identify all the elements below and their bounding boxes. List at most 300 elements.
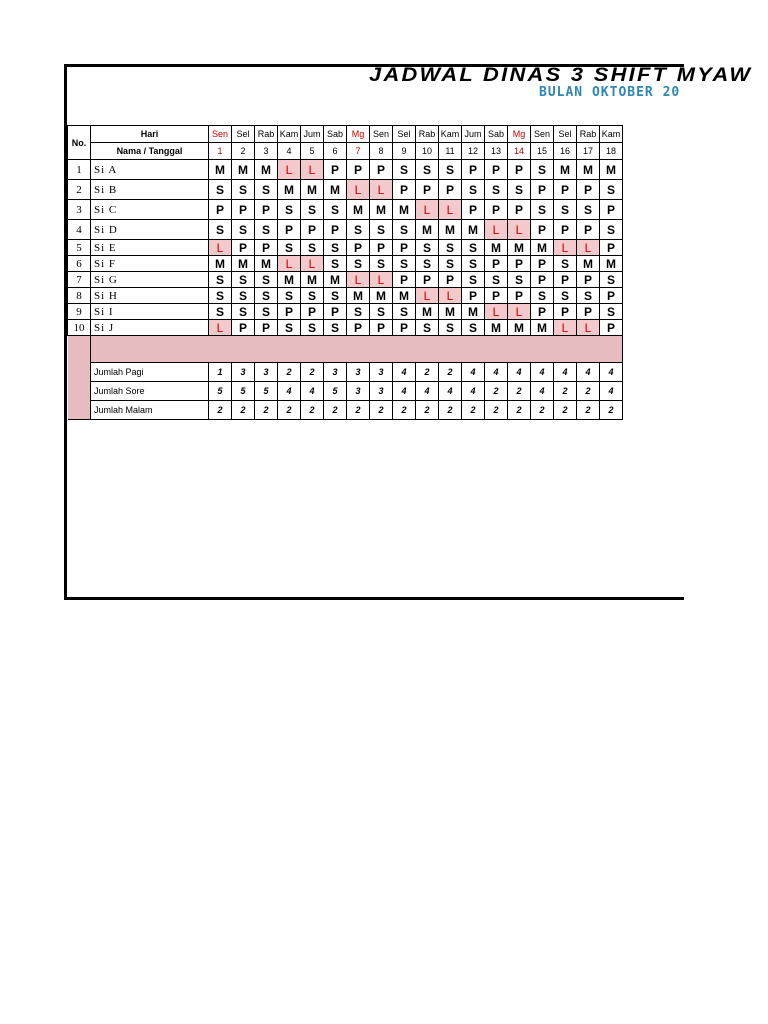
date-header-row [68, 143, 623, 160]
shift-cell: S [278, 240, 301, 256]
staff-name: Si B [91, 180, 209, 200]
shift-cell: M [462, 220, 485, 240]
shift-cell: L [370, 180, 393, 200]
shift-cell: S [255, 304, 278, 320]
shift-cell: M [439, 220, 462, 240]
shift-cell: S [439, 320, 462, 336]
shift-cell: S [531, 288, 554, 304]
shift-cell: P [485, 160, 508, 180]
day-name-cell: Sab [324, 126, 347, 143]
shift-cell: S [439, 240, 462, 256]
summary-value: 4 [485, 363, 508, 382]
shift-cell: P [508, 256, 531, 272]
summary-value: 1 [209, 363, 232, 382]
shift-cell: P [531, 220, 554, 240]
shift-cell: M [485, 240, 508, 256]
shift-cell: M [347, 200, 370, 220]
shift-cell: S [232, 272, 255, 288]
table-row [68, 304, 623, 320]
shift-cell: P [324, 160, 347, 180]
shift-cell: L [508, 304, 531, 320]
schedule-title: JADWAL DINAS 3 SHIFT MYAW [369, 65, 753, 86]
day-name-cell: Mg [347, 126, 370, 143]
shift-cell: S [600, 272, 623, 288]
shift-cell: S [209, 220, 232, 240]
shift-cell: L [485, 304, 508, 320]
date-cell: 1 [209, 143, 232, 160]
staff-name: Si D [91, 220, 209, 240]
shift-cell: S [324, 320, 347, 336]
summary-value: 2 [416, 363, 439, 382]
shift-cell: S [301, 288, 324, 304]
summary-value: 4 [531, 363, 554, 382]
shift-cell: S [508, 180, 531, 200]
shift-cell: P [439, 272, 462, 288]
summary-value: 3 [347, 363, 370, 382]
shift-cell: S [554, 256, 577, 272]
table-row [68, 240, 623, 256]
shift-cell: S [347, 256, 370, 272]
date-cell: 7 [347, 143, 370, 160]
shift-cell: L [209, 240, 232, 256]
date-cell: 2 [232, 143, 255, 160]
shift-cell: P [577, 180, 600, 200]
shift-cell: L [439, 200, 462, 220]
summary-value: 2 [439, 363, 462, 382]
day-name-cell: Mg [508, 126, 531, 143]
date-cell: 18 [600, 143, 623, 160]
day-name-cell: Sen [370, 126, 393, 143]
summary-gap-row [68, 336, 623, 363]
staff-name: Si I [91, 304, 209, 320]
shift-cell: M [209, 160, 232, 180]
shift-cell: S [439, 160, 462, 180]
shift-cell: P [416, 272, 439, 288]
summary-label: Jumlah Malam [91, 401, 209, 420]
shift-cell: S [416, 160, 439, 180]
shift-cell: P [347, 240, 370, 256]
shift-cell: P [531, 180, 554, 200]
shift-cell: P [393, 240, 416, 256]
shift-cell: S [393, 304, 416, 320]
nama-tanggal-header: Nama / Tanggal [91, 143, 209, 160]
shift-cell: M [324, 180, 347, 200]
shift-cell: P [347, 160, 370, 180]
summary-value: 4 [600, 363, 623, 382]
table-row [68, 320, 623, 336]
schedule-subtitle: BULAN OKTOBER 20 [539, 85, 681, 100]
shift-cell: M [278, 272, 301, 288]
staff-name: Si C [91, 200, 209, 220]
summary-value: 4 [393, 382, 416, 401]
shift-cell: S [324, 200, 347, 220]
shift-cell: S [232, 304, 255, 320]
table-row [68, 272, 623, 288]
table-row [68, 288, 623, 304]
shift-cell: L [577, 320, 600, 336]
shift-cell: L [301, 256, 324, 272]
summary-value: 2 [485, 401, 508, 420]
shift-cell: S [554, 288, 577, 304]
summary-value: 4 [462, 382, 485, 401]
shift-cell: L [416, 288, 439, 304]
date-cell: 13 [485, 143, 508, 160]
shift-cell: P [370, 160, 393, 180]
day-name-cell: Jum [462, 126, 485, 143]
summary-value: 2 [531, 401, 554, 420]
shift-cell: S [347, 220, 370, 240]
day-name-cell: Sen [531, 126, 554, 143]
summary-value: 3 [370, 363, 393, 382]
summary-value: 2 [508, 382, 531, 401]
shift-cell: S [600, 220, 623, 240]
summary-value: 4 [301, 382, 324, 401]
row-number: 1 [68, 160, 91, 180]
summary-value: 3 [232, 363, 255, 382]
shift-cell: L [278, 256, 301, 272]
shift-cell: S [301, 200, 324, 220]
shift-cell: P [600, 200, 623, 220]
table-row [68, 220, 623, 240]
shift-cell: M [370, 200, 393, 220]
summary-value: 2 [577, 401, 600, 420]
summary-value: 4 [462, 363, 485, 382]
shift-cell: L [347, 180, 370, 200]
shift-cell: S [531, 200, 554, 220]
date-cell: 5 [301, 143, 324, 160]
summary-row [68, 363, 623, 382]
summary-value: 4 [600, 382, 623, 401]
shift-cell: P [554, 304, 577, 320]
row-number: 3 [68, 200, 91, 220]
shift-cell: S [324, 288, 347, 304]
date-cell: 9 [393, 143, 416, 160]
shift-cell: S [301, 240, 324, 256]
summary-value: 4 [531, 382, 554, 401]
shift-cell: M [508, 240, 531, 256]
shift-cell: P [508, 288, 531, 304]
summary-value: 2 [554, 401, 577, 420]
shift-cell: S [600, 180, 623, 200]
table-row [68, 160, 623, 180]
shift-cell: P [278, 304, 301, 320]
table-row [68, 200, 623, 220]
shift-cell: L [485, 220, 508, 240]
shift-cell: M [531, 240, 554, 256]
shift-cell: M [577, 256, 600, 272]
shift-cell: P [324, 304, 347, 320]
shift-cell: L [508, 220, 531, 240]
summary-row [68, 401, 623, 420]
day-name-cell: Sel [232, 126, 255, 143]
shift-cell: M [347, 288, 370, 304]
shift-cell: L [554, 320, 577, 336]
row-number: 2 [68, 180, 91, 200]
shift-cell: M [324, 272, 347, 288]
shift-cell: M [554, 160, 577, 180]
summary-value: 4 [508, 363, 531, 382]
shift-cell: P [232, 240, 255, 256]
shift-cell: M [370, 288, 393, 304]
shift-cell: S [462, 180, 485, 200]
date-cell: 6 [324, 143, 347, 160]
shift-cell: S [416, 320, 439, 336]
shift-cell: S [209, 304, 232, 320]
date-cell: 11 [439, 143, 462, 160]
summary-value: 2 [255, 401, 278, 420]
summary-band-top [91, 336, 623, 363]
shift-cell: S [278, 288, 301, 304]
shift-cell: S [232, 220, 255, 240]
shift-cell: M [416, 304, 439, 320]
summary-value: 4 [554, 363, 577, 382]
shift-cell: M [393, 288, 416, 304]
shift-cell: P [232, 200, 255, 220]
shift-cell: S [301, 320, 324, 336]
summary-value: 2 [232, 401, 255, 420]
shift-cell: S [278, 200, 301, 220]
row-number: 7 [68, 272, 91, 288]
summary-value: 2 [324, 401, 347, 420]
shift-cell: P [600, 320, 623, 336]
shift-cell: M [485, 320, 508, 336]
date-cell: 12 [462, 143, 485, 160]
shift-cell: S [255, 220, 278, 240]
shift-cell: P [577, 304, 600, 320]
shift-cell: P [370, 320, 393, 336]
shift-cell: P [393, 272, 416, 288]
day-name-cell: Sab [485, 126, 508, 143]
shift-cell: S [393, 256, 416, 272]
shift-cell: M [255, 160, 278, 180]
staff-name: Si A [91, 160, 209, 180]
day-name-cell: Sel [393, 126, 416, 143]
shift-cell: S [462, 272, 485, 288]
shift-cell: M [508, 320, 531, 336]
summary-value: 5 [324, 382, 347, 401]
summary-value: 2 [554, 382, 577, 401]
summary-value: 2 [485, 382, 508, 401]
shift-cell: P [232, 320, 255, 336]
summary-value: 5 [232, 382, 255, 401]
shift-cell: M [600, 256, 623, 272]
shift-cell: P [255, 200, 278, 220]
summary-value: 5 [255, 382, 278, 401]
shift-cell: P [508, 200, 531, 220]
shift-cell: M [462, 304, 485, 320]
shift-cell: L [439, 288, 462, 304]
day-name-cell: Rab [255, 126, 278, 143]
summary-value: 3 [347, 382, 370, 401]
shift-cell: P [393, 180, 416, 200]
shift-cell: S [209, 180, 232, 200]
shift-cell: M [209, 256, 232, 272]
shift-cell: P [462, 288, 485, 304]
date-cell: 17 [577, 143, 600, 160]
schedule-table-wrap [67, 125, 623, 420]
shift-cell: P [324, 220, 347, 240]
shift-cell: S [370, 220, 393, 240]
row-number: 5 [68, 240, 91, 256]
schedule-sheet [64, 64, 753, 600]
shift-cell: S [462, 320, 485, 336]
shift-cell: S [554, 200, 577, 220]
summary-band [68, 336, 91, 420]
shift-cell: S [485, 272, 508, 288]
shift-cell: P [485, 200, 508, 220]
summary-value: 2 [370, 401, 393, 420]
staff-name: Si J [91, 320, 209, 336]
shift-cell: S [462, 256, 485, 272]
shift-cell: M [301, 272, 324, 288]
shift-cell: P [577, 272, 600, 288]
day-header-row [68, 126, 623, 143]
shift-cell: P [301, 220, 324, 240]
day-name-cell: Sel [554, 126, 577, 143]
day-name-cell: Kam [278, 126, 301, 143]
shift-cell: M [600, 160, 623, 180]
shift-cell: P [393, 320, 416, 336]
shift-cell: P [485, 288, 508, 304]
shift-cell: S [324, 256, 347, 272]
shift-cell: P [209, 200, 232, 220]
shift-cell: L [347, 272, 370, 288]
shift-cell: S [439, 256, 462, 272]
shift-cell: M [278, 180, 301, 200]
shift-cell: S [232, 180, 255, 200]
row-number: 10 [68, 320, 91, 336]
shift-cell: M [301, 180, 324, 200]
shift-cell: M [531, 320, 554, 336]
date-cell: 4 [278, 143, 301, 160]
summary-value: 4 [577, 363, 600, 382]
shift-cell: S [232, 288, 255, 304]
shift-cell: S [370, 304, 393, 320]
summary-value: 2 [600, 401, 623, 420]
shift-cell: P [508, 160, 531, 180]
shift-cell: P [485, 256, 508, 272]
shift-cell: P [462, 200, 485, 220]
staff-name: Si G [91, 272, 209, 288]
shift-cell: S [324, 240, 347, 256]
shift-cell: S [255, 180, 278, 200]
row-number: 8 [68, 288, 91, 304]
summary-value: 5 [209, 382, 232, 401]
summary-value: 2 [416, 401, 439, 420]
summary-value: 2 [278, 363, 301, 382]
summary-value: 3 [324, 363, 347, 382]
summary-value: 4 [416, 382, 439, 401]
shift-cell: S [347, 304, 370, 320]
summary-value: 4 [439, 382, 462, 401]
day-name-cell: Rab [416, 126, 439, 143]
summary-row [68, 382, 623, 401]
shift-cell: P [301, 304, 324, 320]
shift-cell: P [416, 180, 439, 200]
shift-cell: P [439, 180, 462, 200]
row-number: 6 [68, 256, 91, 272]
shift-cell: M [577, 160, 600, 180]
date-cell: 16 [554, 143, 577, 160]
summary-value: 2 [209, 401, 232, 420]
staff-name: Si H [91, 288, 209, 304]
shift-cell: S [600, 304, 623, 320]
shift-cell: P [347, 320, 370, 336]
hari-header: Hari [91, 126, 209, 143]
shift-cell: L [370, 272, 393, 288]
day-name-cell: Rab [577, 126, 600, 143]
shift-cell: P [531, 256, 554, 272]
row-number: 9 [68, 304, 91, 320]
staff-name: Si F [91, 256, 209, 272]
summary-value: 2 [439, 401, 462, 420]
shift-cell: S [255, 288, 278, 304]
shift-cell: P [531, 272, 554, 288]
table-row [68, 256, 623, 272]
date-cell: 14 [508, 143, 531, 160]
summary-label: Jumlah Pagi [91, 363, 209, 382]
shift-cell: L [209, 320, 232, 336]
shift-cell: S [393, 220, 416, 240]
shift-cell: P [370, 240, 393, 256]
shift-cell: S [577, 288, 600, 304]
summary-value: 2 [301, 363, 324, 382]
summary-value: 3 [370, 382, 393, 401]
shift-cell: M [416, 220, 439, 240]
summary-value: 2 [462, 401, 485, 420]
shift-cell: L [301, 160, 324, 180]
table-row [68, 180, 623, 200]
shift-cell: M [255, 256, 278, 272]
date-cell: 8 [370, 143, 393, 160]
shift-cell: P [600, 288, 623, 304]
summary-value: 3 [255, 363, 278, 382]
date-cell: 3 [255, 143, 278, 160]
shift-cell: S [209, 272, 232, 288]
shift-cell: L [416, 200, 439, 220]
shift-cell: S [577, 200, 600, 220]
date-cell: 15 [531, 143, 554, 160]
date-cell: 10 [416, 143, 439, 160]
summary-value: 4 [393, 363, 416, 382]
row-number: 4 [68, 220, 91, 240]
shift-cell: M [393, 200, 416, 220]
summary-value: 2 [347, 401, 370, 420]
shift-cell: L [278, 160, 301, 180]
shift-cell: P [554, 220, 577, 240]
shift-cell: S [209, 288, 232, 304]
shift-cell: S [393, 160, 416, 180]
summary-value: 4 [278, 382, 301, 401]
shift-cell: P [554, 180, 577, 200]
summary-label: Jumlah Sore [91, 382, 209, 401]
day-name-cell: Jum [301, 126, 324, 143]
shift-cell: S [508, 272, 531, 288]
shift-cell: S [255, 272, 278, 288]
shift-cell: P [462, 160, 485, 180]
summary-value: 2 [577, 382, 600, 401]
shift-cell: P [278, 220, 301, 240]
shift-cell: S [416, 240, 439, 256]
summary-value: 2 [301, 401, 324, 420]
summary-value: 2 [508, 401, 531, 420]
shift-cell: P [554, 272, 577, 288]
no-header: No. [68, 126, 91, 160]
shift-cell: S [370, 256, 393, 272]
staff-name: Si E [91, 240, 209, 256]
shift-cell: S [462, 240, 485, 256]
shift-cell: M [439, 304, 462, 320]
